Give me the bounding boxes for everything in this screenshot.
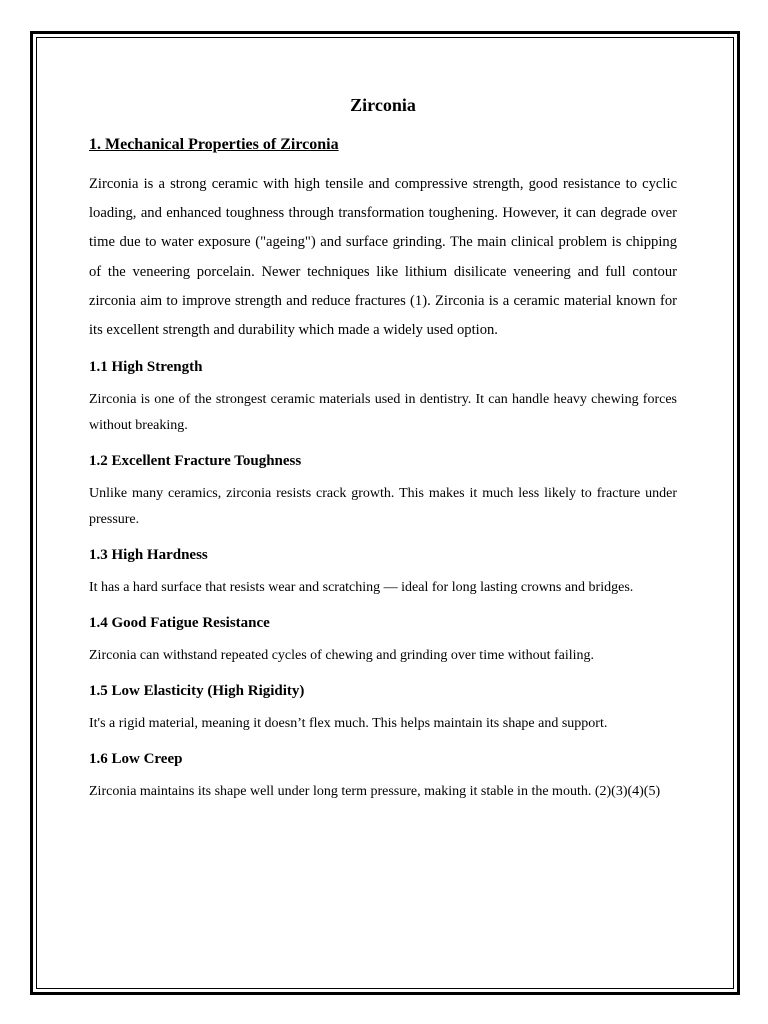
subsection-body: Unlike many ceramics, zirconia resists crack growth. This makes it much less likely to fracture under pressure. xyxy=(89,486,677,528)
subsection-heading: 1.1 High Strength xyxy=(89,359,203,376)
subsection-low-creep xyxy=(89,747,677,805)
subsection-body: Zirconia is one of the strongest ceramic materials used in dentistry. It can handle heavy chewing forces without breaking. xyxy=(89,392,677,434)
subsection-body: Zirconia maintains its shape well under long term pressure, making it stable in the mouth. (2)(3)(4)(5) xyxy=(89,784,661,800)
section-heading-mechanical-properties: 1. Mechanical Properties of Zirconia xyxy=(89,136,339,153)
subsection-heading: 1.6 Low Creep xyxy=(89,751,183,768)
intro-paragraph: Zirconia is a strong ceramic with high tensile and compressive strength, good resistance to cyclic loading, and enhanced toughness through transformation toughening. However, it can degrade over time due to water exposure ("ageing") and surface grinding. The main clinical problem is chipping of the veneering porcelain. Newer techniques like lithium disilicate veneering and full contour zirconia aim to improve strength and reduce fractures (1). Zirconia is a ceramic material known for its excellent strength and durability which made a widely used option. xyxy=(89,176,677,339)
subsection-heading: 1.5 Low Elasticity (High Rigidity) xyxy=(89,683,305,700)
subsection-body: Zirconia can withstand repeated cycles of chewing and grinding over time without failing. xyxy=(89,648,595,664)
subsection-heading: 1.2 Excellent Fracture Toughness xyxy=(89,453,302,470)
subsection-high-hardness xyxy=(89,543,677,601)
subsection-fracture-toughness xyxy=(89,449,677,533)
document-content xyxy=(89,92,677,811)
subsection-low-elasticity xyxy=(89,679,677,737)
subsection-heading: 1.4 Good Fatigue Resistance xyxy=(89,615,270,632)
subsection-high-strength xyxy=(89,355,677,439)
subsection-heading: 1.3 High Hardness xyxy=(89,547,208,564)
document-title: Zirconia xyxy=(350,95,416,115)
subsection-body: It has a hard surface that resists wear and scratching — ideal for long lasting crowns and bridges. xyxy=(89,580,634,596)
subsection-body: It's a rigid material, meaning it doesn’t flex much. This helps maintain its shape and support. xyxy=(89,716,608,732)
subsection-fatigue-resistance xyxy=(89,611,677,669)
